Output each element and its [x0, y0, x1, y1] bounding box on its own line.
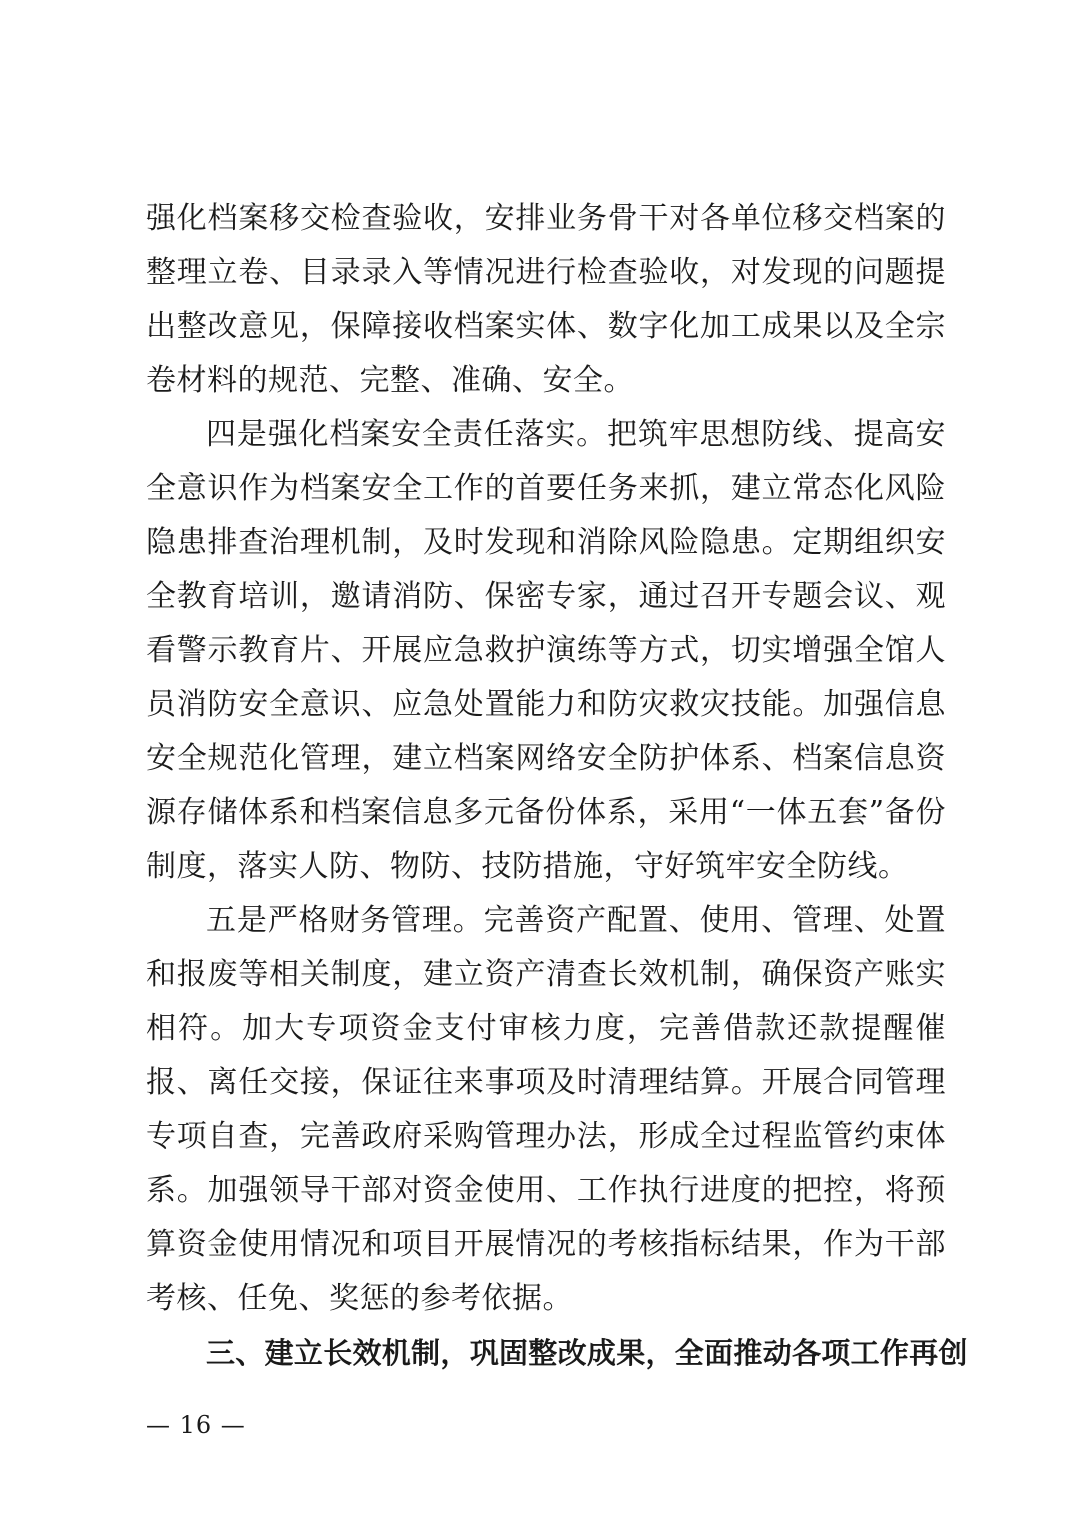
paragraph-archive-transfer-inspection: 强化档案移交检查验收，安排业务骨干对各单位移交档案的整理立卷、目录录入等情况进行检查验收，对发现的问题提出整改意见，保障接收档案实体、数字化加工成果以及全宗卷材料的规范、完整、准确、安全。: [146, 201, 946, 398]
section-heading: 三、建立长效机制，巩固整改成果，全面推动各项工作再创: [206, 1336, 968, 1370]
paragraph-financial-management: 五是严格财务管理。完善资产配置、使用、管理、处置和报废等相关制度，建立资产清查长效机制，确保资产账实相符。加大专项资金支付审核力度，完善借款还款提醒催报、离任交接，保证往来事项及时清理结算。开展合同管理专项自查，完善政府采购管理办法，形成全过程监管约束体系。加强领导干部对资金使用、工作执行进度的把控，将预算资金使用情况和项目开展情况的考核指标结果，作为干部考核、任免、奖惩的参考依据。: [146, 903, 946, 1316]
page-number: — 16 —: [146, 1411, 246, 1439]
paragraph-archive-security-responsibility: 四是强化档案安全责任落实。把筑牢思想防线、提高安全意识作为档案安全工作的首要任务来抓，建立常态化风险隐患排查治理机制，及时发现和消除风险隐患。定期组织安全教育培训，邀请消防、保密专家，通过召开专题会议、观看警示教育片、开展应急救护演练等方式，切实增强全馆人员消防安全意识、应急处置能力和防灾救灾技能。加强信息安全规范化管理，建立档案网络安全防护体系、档案信息资源存储体系和档案信息多元备份体系，采用“一体五套”备份制度，落实人防、物防、技防措施，守好筑牢安全防线。: [146, 417, 946, 884]
document-body: [146, 192, 968, 1380]
